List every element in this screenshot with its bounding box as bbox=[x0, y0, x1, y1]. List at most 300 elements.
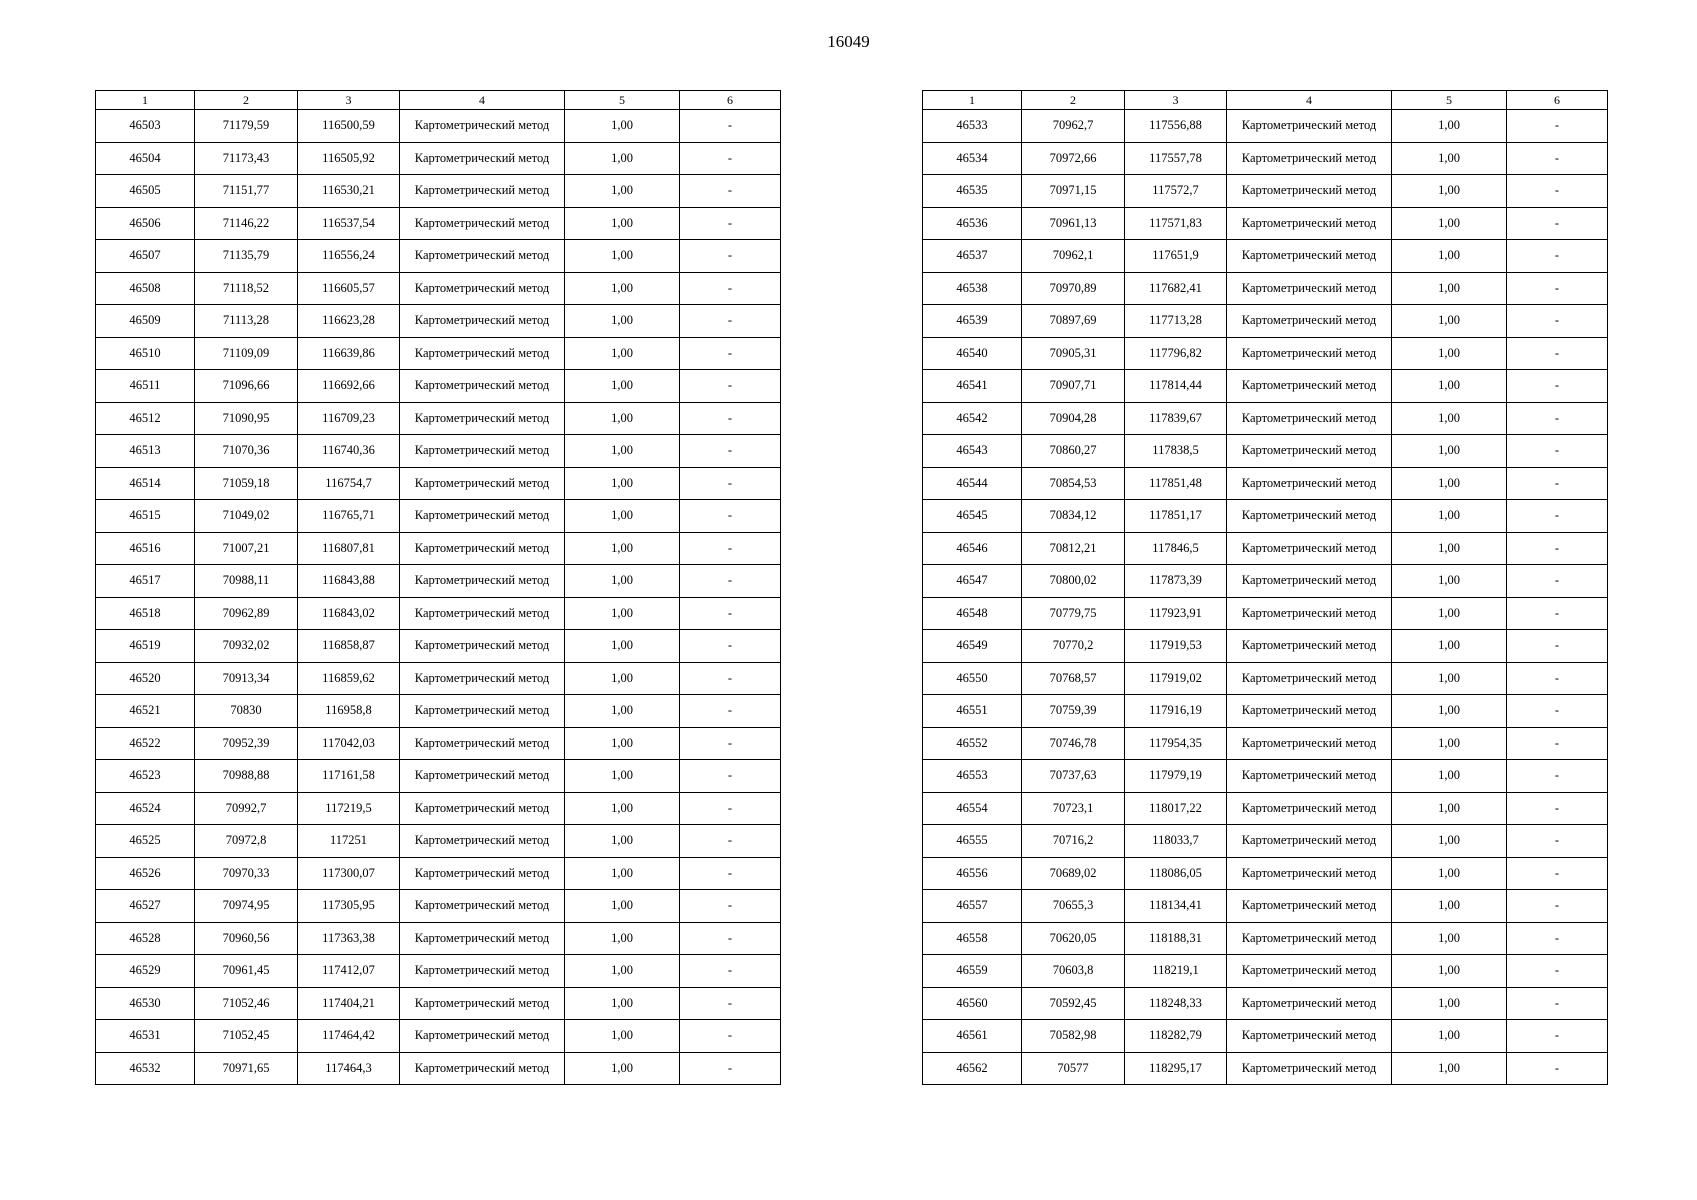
accuracy-cell: 1,00 bbox=[565, 727, 680, 760]
point-number-cell: 46550 bbox=[923, 662, 1022, 695]
point-number-cell: 46531 bbox=[96, 1020, 195, 1053]
note-cell: - bbox=[1507, 695, 1608, 728]
note-cell: - bbox=[680, 110, 781, 143]
accuracy-cell: 1,00 bbox=[565, 175, 680, 208]
table-row bbox=[923, 760, 1608, 793]
y-coordinate-cell: 117556,88 bbox=[1125, 110, 1227, 143]
method-cell: Картометрический метод bbox=[400, 500, 565, 533]
method-cell: Картометрический метод bbox=[400, 825, 565, 858]
point-number-cell: 46560 bbox=[923, 987, 1022, 1020]
x-coordinate-cell: 70913,34 bbox=[195, 662, 298, 695]
x-coordinate-cell: 70972,66 bbox=[1022, 142, 1125, 175]
y-coordinate-cell: 117814,44 bbox=[1125, 370, 1227, 403]
table-row bbox=[923, 825, 1608, 858]
accuracy-cell: 1,00 bbox=[565, 142, 680, 175]
note-cell: - bbox=[680, 857, 781, 890]
note-cell: - bbox=[1507, 110, 1608, 143]
table-row bbox=[96, 337, 781, 370]
note-cell: - bbox=[680, 630, 781, 663]
table-row bbox=[96, 175, 781, 208]
point-number-cell: 46542 bbox=[923, 402, 1022, 435]
x-coordinate-cell: 70577 bbox=[1022, 1052, 1125, 1085]
method-cell: Картометрический метод bbox=[400, 467, 565, 500]
point-number-cell: 46532 bbox=[96, 1052, 195, 1085]
x-coordinate-cell: 71049,02 bbox=[195, 500, 298, 533]
point-number-cell: 46533 bbox=[923, 110, 1022, 143]
method-cell: Картометрический метод bbox=[1227, 565, 1392, 598]
y-coordinate-cell: 117846,5 bbox=[1125, 532, 1227, 565]
method-cell: Картометрический метод bbox=[400, 662, 565, 695]
note-cell: - bbox=[680, 792, 781, 825]
table-row bbox=[923, 500, 1608, 533]
note-cell: - bbox=[680, 1052, 781, 1085]
point-number-cell: 46524 bbox=[96, 792, 195, 825]
accuracy-cell: 1,00 bbox=[565, 500, 680, 533]
accuracy-cell: 1,00 bbox=[565, 467, 680, 500]
point-number-cell: 46538 bbox=[923, 272, 1022, 305]
x-coordinate-cell: 70952,39 bbox=[195, 727, 298, 760]
x-coordinate-cell: 70779,75 bbox=[1022, 597, 1125, 630]
note-cell: - bbox=[1507, 435, 1608, 468]
x-coordinate-cell: 70960,56 bbox=[195, 922, 298, 955]
note-cell: - bbox=[680, 337, 781, 370]
x-coordinate-cell: 70905,31 bbox=[1022, 337, 1125, 370]
y-coordinate-cell: 117571,83 bbox=[1125, 207, 1227, 240]
note-cell: - bbox=[1507, 175, 1608, 208]
method-cell: Картометрический метод bbox=[1227, 337, 1392, 370]
y-coordinate-cell: 117305,95 bbox=[298, 890, 400, 923]
y-coordinate-cell: 117251 bbox=[298, 825, 400, 858]
method-cell: Картометрический метод bbox=[1227, 922, 1392, 955]
x-coordinate-cell: 70971,15 bbox=[1022, 175, 1125, 208]
header-cell: 4 bbox=[400, 91, 565, 110]
note-cell: - bbox=[680, 142, 781, 175]
y-coordinate-cell: 116605,57 bbox=[298, 272, 400, 305]
y-coordinate-cell: 117919,53 bbox=[1125, 630, 1227, 663]
note-cell: - bbox=[1507, 240, 1608, 273]
accuracy-cell: 1,00 bbox=[565, 597, 680, 630]
accuracy-cell: 1,00 bbox=[1392, 597, 1507, 630]
table-row bbox=[923, 922, 1608, 955]
x-coordinate-cell: 70992,7 bbox=[195, 792, 298, 825]
method-cell: Картометрический метод bbox=[1227, 662, 1392, 695]
table-row bbox=[923, 240, 1608, 273]
note-cell: - bbox=[680, 987, 781, 1020]
accuracy-cell: 1,00 bbox=[1392, 500, 1507, 533]
note-cell: - bbox=[1507, 467, 1608, 500]
x-coordinate-cell: 71135,79 bbox=[195, 240, 298, 273]
point-number-cell: 46503 bbox=[96, 110, 195, 143]
y-coordinate-cell: 117839,67 bbox=[1125, 402, 1227, 435]
method-cell: Картометрический метод bbox=[400, 955, 565, 988]
accuracy-cell: 1,00 bbox=[565, 110, 680, 143]
x-coordinate-cell: 71007,21 bbox=[195, 532, 298, 565]
table-row bbox=[96, 565, 781, 598]
y-coordinate-cell: 116740,36 bbox=[298, 435, 400, 468]
x-coordinate-cell: 70620,05 bbox=[1022, 922, 1125, 955]
y-coordinate-cell: 117651,9 bbox=[1125, 240, 1227, 273]
accuracy-cell: 1,00 bbox=[1392, 760, 1507, 793]
method-cell: Картометрический метод bbox=[400, 695, 565, 728]
x-coordinate-cell: 70907,71 bbox=[1022, 370, 1125, 403]
y-coordinate-cell: 117404,21 bbox=[298, 987, 400, 1020]
point-number-cell: 46554 bbox=[923, 792, 1022, 825]
header-cell: 5 bbox=[565, 91, 680, 110]
method-cell: Картометрический метод bbox=[1227, 792, 1392, 825]
point-number-cell: 46507 bbox=[96, 240, 195, 273]
x-coordinate-cell: 70603,8 bbox=[1022, 955, 1125, 988]
accuracy-cell: 1,00 bbox=[1392, 370, 1507, 403]
header-cell: 5 bbox=[1392, 91, 1507, 110]
y-coordinate-cell: 117161,58 bbox=[298, 760, 400, 793]
y-coordinate-cell: 117412,07 bbox=[298, 955, 400, 988]
table-row bbox=[923, 1020, 1608, 1053]
point-number-cell: 46512 bbox=[96, 402, 195, 435]
method-cell: Картометрический метод bbox=[1227, 110, 1392, 143]
x-coordinate-cell: 70800,02 bbox=[1022, 565, 1125, 598]
y-coordinate-cell: 118086,05 bbox=[1125, 857, 1227, 890]
point-number-cell: 46511 bbox=[96, 370, 195, 403]
y-coordinate-cell: 116754,7 bbox=[298, 467, 400, 500]
point-number-cell: 46518 bbox=[96, 597, 195, 630]
table-row bbox=[96, 630, 781, 663]
point-number-cell: 46535 bbox=[923, 175, 1022, 208]
accuracy-cell: 1,00 bbox=[565, 370, 680, 403]
x-coordinate-cell: 70716,2 bbox=[1022, 825, 1125, 858]
x-coordinate-cell: 70974,95 bbox=[195, 890, 298, 923]
accuracy-cell: 1,00 bbox=[1392, 110, 1507, 143]
x-coordinate-cell: 70854,53 bbox=[1022, 467, 1125, 500]
x-coordinate-cell: 70972,8 bbox=[195, 825, 298, 858]
point-number-cell: 46522 bbox=[96, 727, 195, 760]
y-coordinate-cell: 116530,21 bbox=[298, 175, 400, 208]
point-number-cell: 46526 bbox=[96, 857, 195, 890]
x-coordinate-cell: 70962,1 bbox=[1022, 240, 1125, 273]
header-cell: 3 bbox=[298, 91, 400, 110]
method-cell: Картометрический метод bbox=[1227, 1020, 1392, 1053]
table-row bbox=[96, 955, 781, 988]
x-coordinate-cell: 70970,33 bbox=[195, 857, 298, 890]
method-cell: Картометрический метод bbox=[400, 240, 565, 273]
point-number-cell: 46529 bbox=[96, 955, 195, 988]
x-coordinate-cell: 70770,2 bbox=[1022, 630, 1125, 663]
table-header-row bbox=[96, 91, 781, 110]
table-row bbox=[96, 207, 781, 240]
point-number-cell: 46543 bbox=[923, 435, 1022, 468]
accuracy-cell: 1,00 bbox=[565, 922, 680, 955]
accuracy-cell: 1,00 bbox=[1392, 727, 1507, 760]
note-cell: - bbox=[1507, 597, 1608, 630]
note-cell: - bbox=[1507, 1020, 1608, 1053]
y-coordinate-cell: 116859,62 bbox=[298, 662, 400, 695]
point-number-cell: 46510 bbox=[96, 337, 195, 370]
y-coordinate-cell: 117796,82 bbox=[1125, 337, 1227, 370]
method-cell: Картометрический метод bbox=[400, 305, 565, 338]
accuracy-cell: 1,00 bbox=[565, 760, 680, 793]
method-cell: Картометрический метод bbox=[1227, 630, 1392, 663]
table-row bbox=[96, 272, 781, 305]
y-coordinate-cell: 118282,79 bbox=[1125, 1020, 1227, 1053]
note-cell: - bbox=[1507, 727, 1608, 760]
y-coordinate-cell: 117838,5 bbox=[1125, 435, 1227, 468]
y-coordinate-cell: 116623,28 bbox=[298, 305, 400, 338]
note-cell: - bbox=[680, 760, 781, 793]
x-coordinate-cell: 70768,57 bbox=[1022, 662, 1125, 695]
y-coordinate-cell: 117682,41 bbox=[1125, 272, 1227, 305]
point-number-cell: 46516 bbox=[96, 532, 195, 565]
accuracy-cell: 1,00 bbox=[1392, 337, 1507, 370]
accuracy-cell: 1,00 bbox=[1392, 825, 1507, 858]
note-cell: - bbox=[680, 695, 781, 728]
table-row bbox=[923, 175, 1608, 208]
table-row bbox=[96, 1020, 781, 1053]
accuracy-cell: 1,00 bbox=[1392, 435, 1507, 468]
x-coordinate-cell: 71059,18 bbox=[195, 467, 298, 500]
point-number-cell: 46557 bbox=[923, 890, 1022, 923]
header-cell: 1 bbox=[96, 91, 195, 110]
method-cell: Картометрический метод bbox=[1227, 532, 1392, 565]
accuracy-cell: 1,00 bbox=[565, 240, 680, 273]
note-cell: - bbox=[1507, 532, 1608, 565]
y-coordinate-cell: 117219,5 bbox=[298, 792, 400, 825]
accuracy-cell: 1,00 bbox=[565, 1020, 680, 1053]
method-cell: Картометрический метод bbox=[400, 142, 565, 175]
point-number-cell: 46540 bbox=[923, 337, 1022, 370]
point-number-cell: 46541 bbox=[923, 370, 1022, 403]
table-row bbox=[96, 597, 781, 630]
accuracy-cell: 1,00 bbox=[565, 305, 680, 338]
x-coordinate-cell: 71052,46 bbox=[195, 987, 298, 1020]
x-coordinate-cell: 70971,65 bbox=[195, 1052, 298, 1085]
method-cell: Картометрический метод bbox=[1227, 435, 1392, 468]
accuracy-cell: 1,00 bbox=[1392, 240, 1507, 273]
point-number-cell: 46530 bbox=[96, 987, 195, 1020]
note-cell: - bbox=[680, 402, 781, 435]
method-cell: Картометрический метод bbox=[1227, 240, 1392, 273]
accuracy-cell: 1,00 bbox=[1392, 695, 1507, 728]
x-coordinate-cell: 70582,98 bbox=[1022, 1020, 1125, 1053]
method-cell: Картометрический метод bbox=[400, 337, 565, 370]
accuracy-cell: 1,00 bbox=[1392, 532, 1507, 565]
note-cell: - bbox=[1507, 662, 1608, 695]
accuracy-cell: 1,00 bbox=[565, 955, 680, 988]
method-cell: Картометрический метод bbox=[400, 597, 565, 630]
table-row bbox=[923, 272, 1608, 305]
accuracy-cell: 1,00 bbox=[1392, 987, 1507, 1020]
note-cell: - bbox=[680, 727, 781, 760]
y-coordinate-cell: 116505,92 bbox=[298, 142, 400, 175]
x-coordinate-cell: 70592,45 bbox=[1022, 987, 1125, 1020]
y-coordinate-cell: 117851,17 bbox=[1125, 500, 1227, 533]
y-coordinate-cell: 117300,07 bbox=[298, 857, 400, 890]
table-row bbox=[923, 1052, 1608, 1085]
method-cell: Картометрический метод bbox=[400, 175, 565, 208]
y-coordinate-cell: 116500,59 bbox=[298, 110, 400, 143]
table-row bbox=[923, 727, 1608, 760]
point-number-cell: 46504 bbox=[96, 142, 195, 175]
method-cell: Картометрический метод bbox=[1227, 500, 1392, 533]
x-coordinate-cell: 71052,45 bbox=[195, 1020, 298, 1053]
x-coordinate-cell: 71173,43 bbox=[195, 142, 298, 175]
y-coordinate-cell: 117042,03 bbox=[298, 727, 400, 760]
table-row bbox=[923, 597, 1608, 630]
note-cell: - bbox=[1507, 500, 1608, 533]
header-cell: 4 bbox=[1227, 91, 1392, 110]
accuracy-cell: 1,00 bbox=[1392, 890, 1507, 923]
table-row bbox=[923, 532, 1608, 565]
y-coordinate-cell: 117873,39 bbox=[1125, 565, 1227, 598]
method-cell: Картометрический метод bbox=[1227, 175, 1392, 208]
accuracy-cell: 1,00 bbox=[565, 402, 680, 435]
y-coordinate-cell: 117851,48 bbox=[1125, 467, 1227, 500]
method-cell: Картометрический метод bbox=[400, 630, 565, 663]
table-row bbox=[923, 337, 1608, 370]
table-row bbox=[923, 857, 1608, 890]
table-row bbox=[923, 662, 1608, 695]
y-coordinate-cell: 118134,41 bbox=[1125, 890, 1227, 923]
method-cell: Картометрический метод bbox=[1227, 727, 1392, 760]
accuracy-cell: 1,00 bbox=[1392, 142, 1507, 175]
note-cell: - bbox=[680, 955, 781, 988]
method-cell: Картометрический метод bbox=[1227, 825, 1392, 858]
table-row bbox=[96, 142, 781, 175]
method-cell: Картометрический метод bbox=[400, 532, 565, 565]
x-coordinate-cell: 71113,28 bbox=[195, 305, 298, 338]
table-row bbox=[96, 727, 781, 760]
method-cell: Картометрический метод bbox=[400, 760, 565, 793]
method-cell: Картометрический метод bbox=[400, 565, 565, 598]
point-number-cell: 46546 bbox=[923, 532, 1022, 565]
method-cell: Картометрический метод bbox=[1227, 272, 1392, 305]
point-number-cell: 46558 bbox=[923, 922, 1022, 955]
point-number-cell: 46505 bbox=[96, 175, 195, 208]
accuracy-cell: 1,00 bbox=[1392, 467, 1507, 500]
note-cell: - bbox=[1507, 272, 1608, 305]
header-cell: 3 bbox=[1125, 91, 1227, 110]
note-cell: - bbox=[680, 500, 781, 533]
note-cell: - bbox=[680, 272, 781, 305]
method-cell: Картометрический метод bbox=[1227, 370, 1392, 403]
accuracy-cell: 1,00 bbox=[565, 695, 680, 728]
table-row bbox=[923, 987, 1608, 1020]
y-coordinate-cell: 118248,33 bbox=[1125, 987, 1227, 1020]
point-number-cell: 46508 bbox=[96, 272, 195, 305]
point-number-cell: 46519 bbox=[96, 630, 195, 663]
note-cell: - bbox=[1507, 955, 1608, 988]
note-cell: - bbox=[680, 922, 781, 955]
table-row bbox=[923, 110, 1608, 143]
table-row bbox=[923, 792, 1608, 825]
note-cell: - bbox=[680, 175, 781, 208]
y-coordinate-cell: 116709,23 bbox=[298, 402, 400, 435]
point-number-cell: 46553 bbox=[923, 760, 1022, 793]
x-coordinate-cell: 70932,02 bbox=[195, 630, 298, 663]
point-number-cell: 46527 bbox=[96, 890, 195, 923]
note-cell: - bbox=[680, 565, 781, 598]
y-coordinate-cell: 117572,7 bbox=[1125, 175, 1227, 208]
point-number-cell: 46544 bbox=[923, 467, 1022, 500]
method-cell: Картометрический метод bbox=[400, 987, 565, 1020]
note-cell: - bbox=[1507, 792, 1608, 825]
method-cell: Картометрический метод bbox=[1227, 305, 1392, 338]
point-number-cell: 46545 bbox=[923, 500, 1022, 533]
method-cell: Картометрический метод bbox=[400, 1052, 565, 1085]
y-coordinate-cell: 116858,87 bbox=[298, 630, 400, 663]
point-number-cell: 46514 bbox=[96, 467, 195, 500]
x-coordinate-cell: 71090,95 bbox=[195, 402, 298, 435]
note-cell: - bbox=[1507, 857, 1608, 890]
x-coordinate-cell: 71070,36 bbox=[195, 435, 298, 468]
point-number-cell: 46552 bbox=[923, 727, 1022, 760]
accuracy-cell: 1,00 bbox=[565, 272, 680, 305]
accuracy-cell: 1,00 bbox=[1392, 305, 1507, 338]
note-cell: - bbox=[680, 467, 781, 500]
method-cell: Картометрический метод bbox=[1227, 142, 1392, 175]
point-number-cell: 46555 bbox=[923, 825, 1022, 858]
accuracy-cell: 1,00 bbox=[565, 565, 680, 598]
point-number-cell: 46551 bbox=[923, 695, 1022, 728]
accuracy-cell: 1,00 bbox=[565, 987, 680, 1020]
y-coordinate-cell: 116958,8 bbox=[298, 695, 400, 728]
point-number-cell: 46513 bbox=[96, 435, 195, 468]
x-coordinate-cell: 70962,89 bbox=[195, 597, 298, 630]
method-cell: Картометрический метод bbox=[1227, 597, 1392, 630]
point-number-cell: 46525 bbox=[96, 825, 195, 858]
method-cell: Картометрический метод bbox=[400, 890, 565, 923]
y-coordinate-cell: 117464,42 bbox=[298, 1020, 400, 1053]
note-cell: - bbox=[1507, 890, 1608, 923]
x-coordinate-cell: 70830 bbox=[195, 695, 298, 728]
table-row bbox=[96, 435, 781, 468]
point-number-cell: 46547 bbox=[923, 565, 1022, 598]
coordinates-table-left bbox=[95, 90, 781, 1085]
table-row bbox=[96, 532, 781, 565]
table-row bbox=[96, 402, 781, 435]
y-coordinate-cell: 117464,3 bbox=[298, 1052, 400, 1085]
table-row bbox=[96, 305, 781, 338]
x-coordinate-cell: 70689,02 bbox=[1022, 857, 1125, 890]
table-row bbox=[96, 370, 781, 403]
y-coordinate-cell: 117363,38 bbox=[298, 922, 400, 955]
y-coordinate-cell: 117713,28 bbox=[1125, 305, 1227, 338]
table-row bbox=[923, 955, 1608, 988]
y-coordinate-cell: 117979,19 bbox=[1125, 760, 1227, 793]
point-number-cell: 46521 bbox=[96, 695, 195, 728]
accuracy-cell: 1,00 bbox=[1392, 857, 1507, 890]
x-coordinate-cell: 70988,88 bbox=[195, 760, 298, 793]
y-coordinate-cell: 117557,78 bbox=[1125, 142, 1227, 175]
accuracy-cell: 1,00 bbox=[1392, 565, 1507, 598]
table-row bbox=[96, 857, 781, 890]
note-cell: - bbox=[1507, 760, 1608, 793]
x-coordinate-cell: 70834,12 bbox=[1022, 500, 1125, 533]
y-coordinate-cell: 118033,7 bbox=[1125, 825, 1227, 858]
x-coordinate-cell: 70860,27 bbox=[1022, 435, 1125, 468]
method-cell: Картометрический метод bbox=[1227, 987, 1392, 1020]
table-row bbox=[923, 402, 1608, 435]
header-cell: 1 bbox=[923, 91, 1022, 110]
header-cell: 2 bbox=[1022, 91, 1125, 110]
point-number-cell: 46549 bbox=[923, 630, 1022, 663]
note-cell: - bbox=[680, 207, 781, 240]
accuracy-cell: 1,00 bbox=[1392, 955, 1507, 988]
header-cell: 6 bbox=[680, 91, 781, 110]
method-cell: Картометрический метод bbox=[400, 435, 565, 468]
method-cell: Картометрический метод bbox=[400, 727, 565, 760]
y-coordinate-cell: 116639,86 bbox=[298, 337, 400, 370]
table-row bbox=[96, 890, 781, 923]
table-row bbox=[923, 695, 1608, 728]
